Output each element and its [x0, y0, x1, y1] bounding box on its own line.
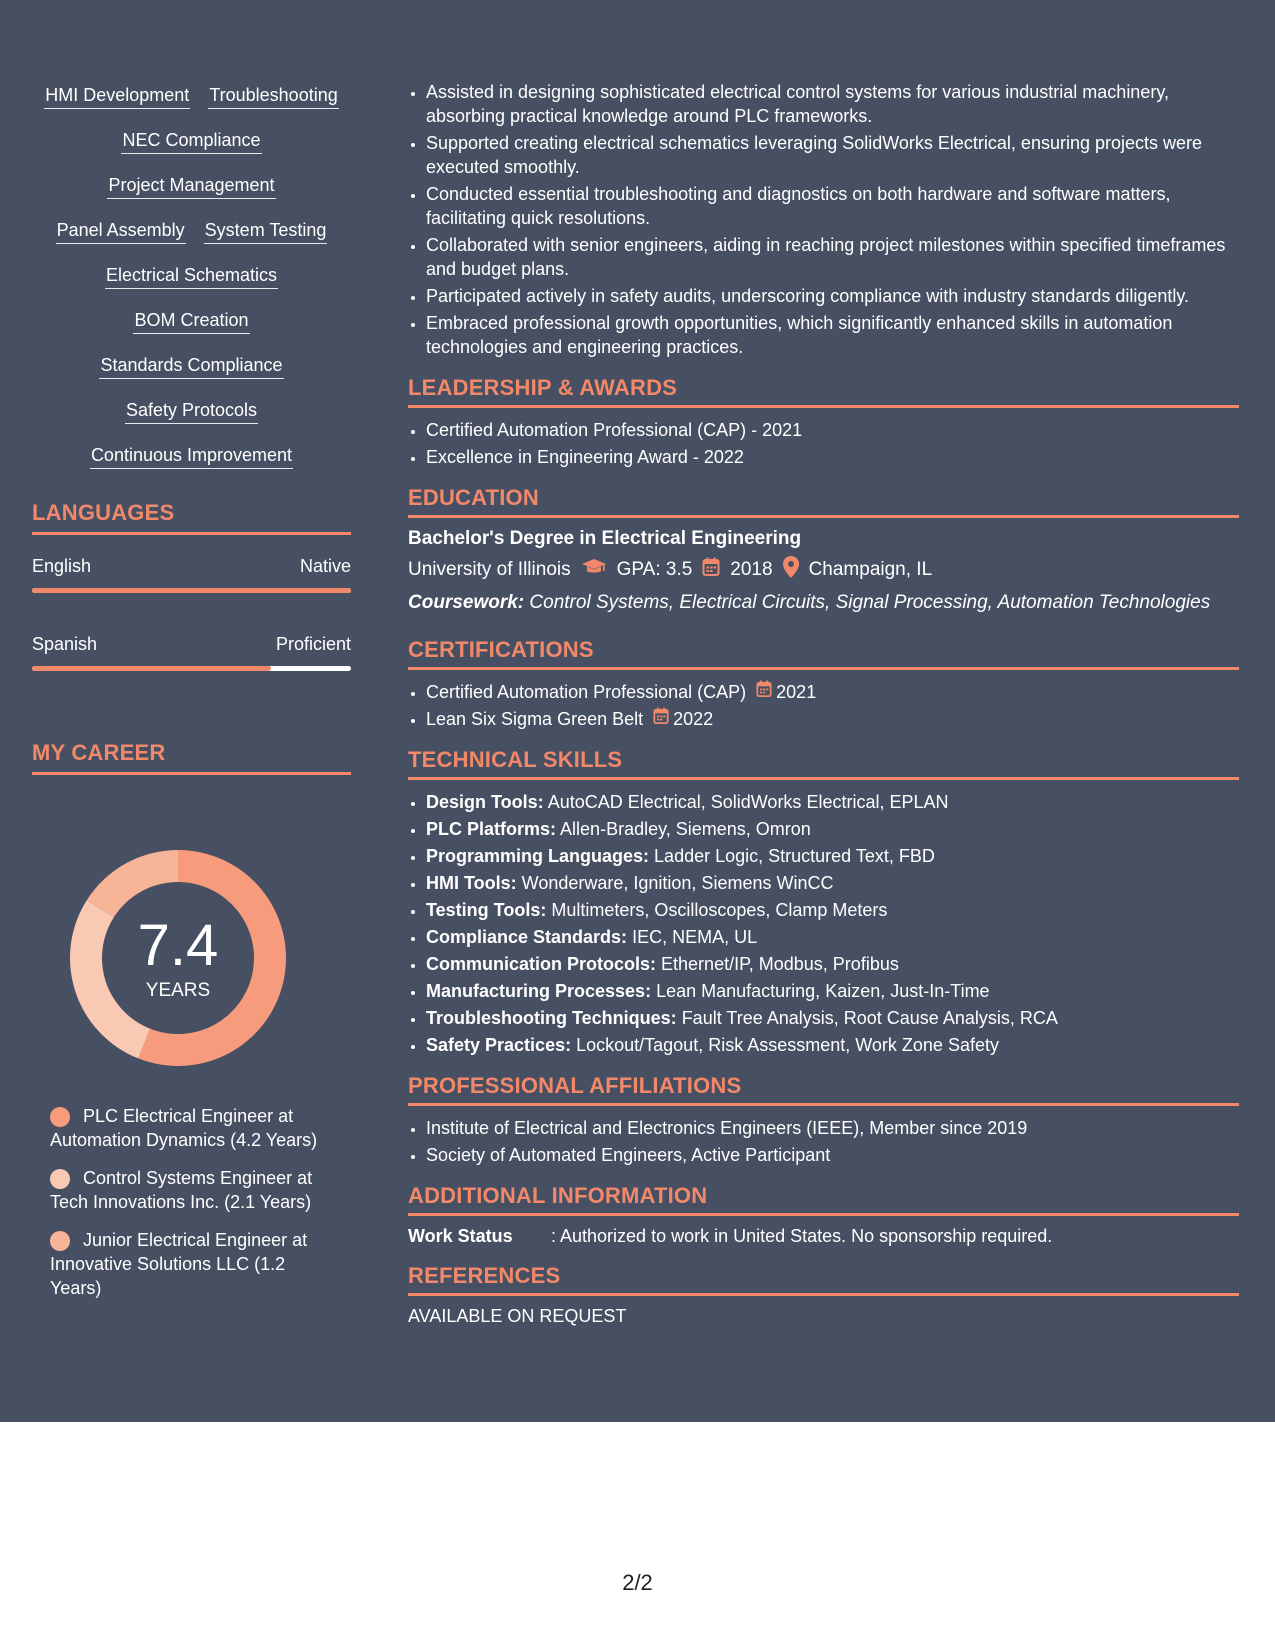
leadership-item: • Excellence in Engineering Award - 2022 [426, 445, 1239, 469]
technical-skill-label: HMI Tools: [426, 873, 517, 893]
coursework-label: Coursework: [408, 592, 525, 613]
career-legend [50, 1104, 340, 1314]
experience-bullets [408, 80, 1239, 359]
page-number: 2/2 [622, 1570, 653, 1595]
skill-tag: System Testing [204, 219, 328, 244]
career-total-years: 7.4 [137, 913, 219, 978]
technical-skill-value: AutoCAD Electrical, SolidWorks Electrical, EPLAN [547, 792, 949, 812]
location-pin-icon [783, 556, 799, 584]
career-item [50, 1104, 340, 1152]
technical-skill-item [426, 871, 1239, 895]
technical-skill-item [426, 952, 1239, 976]
language-name: English [32, 556, 92, 576]
technical-skill-label: Safety Practices: [426, 1035, 572, 1055]
skill-tag: Standards Compliance [99, 354, 283, 379]
certifications-title: CERTIFICATIONS [408, 637, 1239, 670]
technical-skill-item [426, 817, 1239, 841]
technical-skill-label: Communication Protocols: [426, 954, 657, 974]
technical-skill-value: IEC, NEMA, UL [632, 927, 758, 947]
career-item-text: PLC Electrical Engineer at Automation Dynamics (4.2 Years) [50, 1106, 318, 1150]
education-degree: Bachelor's Degree in Electrical Engineering [408, 528, 802, 549]
career-dot-icon [50, 1107, 70, 1127]
skill-row [32, 129, 351, 174]
certification-date [653, 707, 713, 731]
language-name: Spanish [32, 634, 98, 654]
career-dot-icon [50, 1169, 70, 1189]
technical-skill-item [426, 790, 1239, 814]
skill-tag: Safety Protocols [125, 399, 258, 424]
career-donut-chart [66, 846, 290, 1070]
technical-skill-label: Manufacturing Processes: [426, 981, 652, 1001]
technical-skill-item [426, 844, 1239, 868]
career-title: MY CAREER [32, 740, 351, 775]
skill-tag: NEC Compliance [121, 129, 261, 154]
skill-tag: Electrical Schematics [105, 264, 278, 289]
certification-item [426, 680, 1239, 704]
technical-skill-label: PLC Platforms: [426, 819, 557, 839]
languages-title: LANGUAGES [32, 500, 351, 535]
certification-name: Lean Six Sigma Green Belt [426, 709, 644, 729]
column-divider [382, 1360, 383, 1422]
skill-row [32, 399, 351, 444]
language-bar-spanish [32, 666, 351, 671]
technical-skill-value: Lean Manufacturing, Kaizen, Just-In-Time [656, 981, 990, 1001]
career-dot-icon [50, 1231, 70, 1251]
experience-bullet: • Conducted essential troubleshooting and diagnostics on both hardware and software matters, facilitating quick resolutions. [426, 182, 1239, 230]
affiliations-title: PROFESSIONAL AFFILIATIONS [408, 1073, 1239, 1106]
education-location: Champaign, IL [808, 559, 933, 580]
technical-skill-item [426, 898, 1239, 922]
technical-skill-label: Programming Languages: [426, 846, 650, 866]
experience-bullet: • Supported creating electrical schematics leveraging SolidWorks Electrical, ensuring projects were executed smoothly. [426, 131, 1239, 179]
experience-bullet: • Collaborated with senior engineers, aiding in reaching project milestones within specified timeframes and budget plans. [426, 233, 1239, 281]
leadership-title: LEADERSHIP & AWARDS [408, 375, 1239, 408]
skills-tags [32, 84, 351, 489]
skill-tag: Panel Assembly [56, 219, 186, 244]
skill-tag: Continuous Improvement [90, 444, 293, 469]
certification-year: 2022 [673, 709, 714, 729]
technical-skill-item [426, 925, 1239, 949]
skill-row [32, 354, 351, 399]
skill-row [32, 264, 351, 309]
skill-row [32, 219, 351, 264]
language-bar-english [32, 588, 351, 593]
skill-tag: Project Management [107, 174, 275, 199]
work-status-row [408, 1226, 1239, 1247]
references-text: AVAILABLE ON REQUEST [408, 1306, 627, 1326]
education-year: 2018 [730, 559, 773, 580]
career-item [50, 1166, 340, 1214]
career-item-text: Control Systems Engineer at Tech Innovations Inc. (2.1 Years) [50, 1168, 313, 1212]
calendar-icon [702, 557, 720, 583]
technical-skill-label: Troubleshooting Techniques: [426, 1008, 677, 1028]
language-bar-fill [32, 588, 351, 593]
technical-skill-value: Lockout/Tagout, Risk Assessment, Work Zone Safety [576, 1035, 999, 1055]
technical-skill-value: Fault Tree Analysis, Root Cause Analysis, RCA [681, 1008, 1058, 1028]
work-status-label: Work Status [408, 1226, 513, 1246]
certifications-list [408, 680, 1239, 731]
education-school: University of Illinois [408, 559, 571, 580]
skill-tag: BOM Creation [133, 309, 249, 334]
technical-skill-value: Ladder Logic, Structured Text, FBD [654, 846, 935, 866]
additional-info-title: ADDITIONAL INFORMATION [408, 1183, 1239, 1216]
skill-tag: Troubleshooting [208, 84, 338, 109]
education-title: EDUCATION [408, 485, 1239, 518]
technical-skill-item [426, 1006, 1239, 1030]
certification-item [426, 707, 1239, 731]
affiliation-item: • Society of Automated Engineers, Active Participant [426, 1143, 1239, 1167]
technical-skill-item [426, 1033, 1239, 1057]
affiliation-item: • Institute of Electrical and Electronics Engineers (IEEE), Member since 2019 [426, 1116, 1239, 1140]
technical-skill-label: Design Tools: [426, 792, 544, 812]
language-row-spanish [32, 634, 351, 655]
technical-skill-label: Testing Tools: [426, 900, 547, 920]
graduation-cap-icon [581, 558, 607, 582]
technical-skills-title: TECHNICAL SKILLS [408, 747, 1239, 780]
language-level: Native [299, 556, 351, 576]
technical-skill-value: Ethernet/IP, Modbus, Profibus [661, 954, 899, 974]
technical-skill-label: Compliance Standards: [426, 927, 628, 947]
experience-bullet: • Assisted in designing sophisticated electrical control systems for various industrial machinery, absorbing practical knowledge around PLC frameworks. [426, 80, 1239, 128]
education-coursework [408, 591, 1239, 615]
skill-row [32, 444, 351, 489]
certification-name: Certified Automation Professional (CAP) [426, 682, 747, 702]
technical-skill-value: Multimeters, Oscilloscopes, Clamp Meters [551, 900, 888, 920]
affiliations-list [408, 1116, 1239, 1167]
certification-date [756, 680, 816, 704]
technical-skill-item [426, 979, 1239, 1003]
career-item [50, 1228, 340, 1300]
technical-skills-list [408, 790, 1239, 1057]
skill-row [32, 174, 351, 219]
certification-year: 2021 [776, 682, 817, 702]
technical-skill-value: Wonderware, Ignition, Siemens WinCC [521, 873, 834, 893]
skill-tag: HMI Development [44, 84, 190, 109]
career-total-unit: YEARS [145, 980, 211, 1001]
work-status-value: : Authorized to work in United States. No sponsorship required. [551, 1226, 1053, 1246]
career-item-text: Junior Electrical Engineer at Innovative Solutions LLC (1.2 Years) [50, 1230, 308, 1298]
education-gpa: GPA: 3.5 [616, 559, 693, 580]
right-column [408, 80, 1239, 1327]
leadership-item: • Certified Automation Professional (CAP) - 2021 [426, 418, 1239, 442]
language-level: Proficient [275, 634, 351, 654]
language-bar-fill [32, 666, 271, 671]
calendar-icon [756, 680, 772, 704]
skill-row [32, 309, 351, 354]
technical-skill-value: Allen-Bradley, Siemens, Omron [560, 819, 811, 839]
skill-row [32, 84, 351, 129]
experience-bullet: • Embraced professional growth opportunities, which significantly enhanced skills in automation technologies and engineering practices. [426, 311, 1239, 359]
language-row-english [32, 556, 351, 577]
coursework-text: Control Systems, Electrical Circuits, Signal Processing, Automation Technologies [529, 592, 1211, 613]
references-title: REFERENCES [408, 1263, 1239, 1296]
experience-bullet: • Participated actively in safety audits, underscoring compliance with industry standards diligently. [426, 284, 1239, 308]
leadership-list [408, 418, 1239, 469]
education-meta [408, 556, 1239, 584]
calendar-icon [653, 707, 669, 731]
